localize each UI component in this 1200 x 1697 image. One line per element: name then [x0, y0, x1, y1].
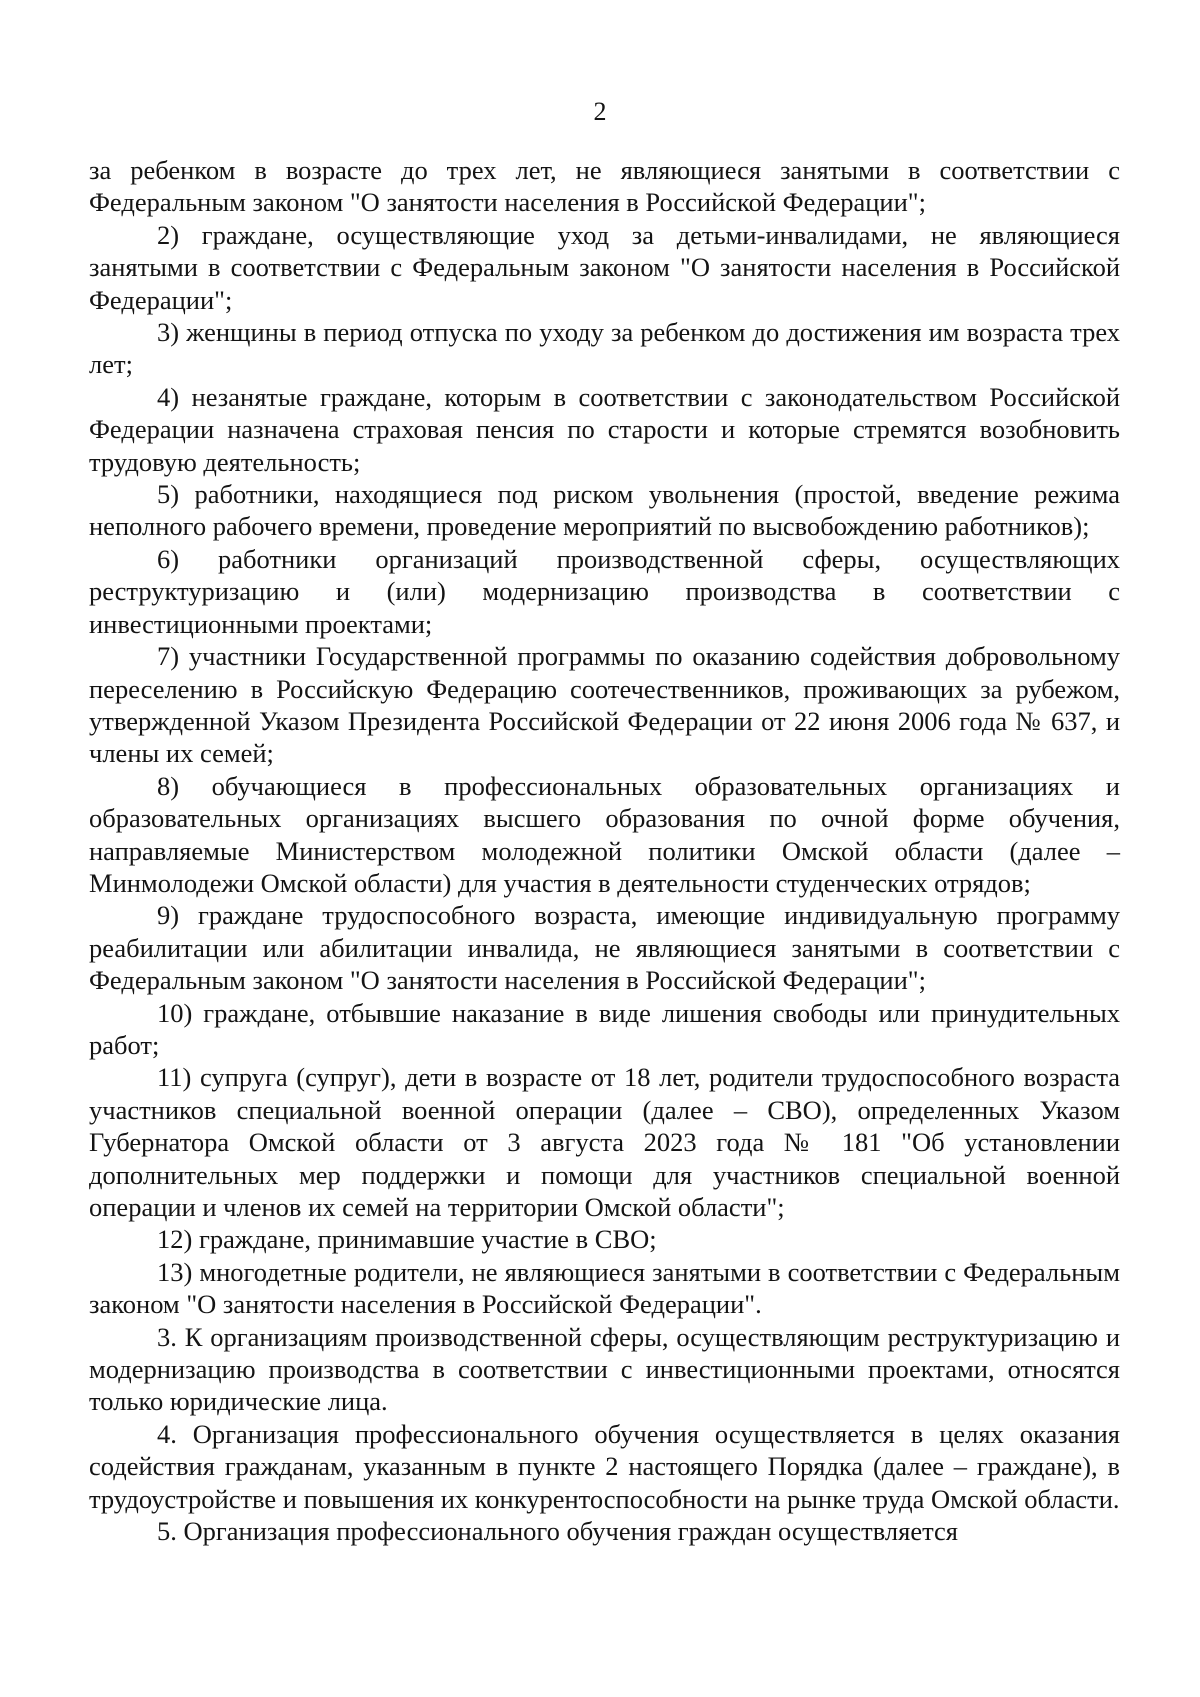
- list-item-5: 5) работники, находящиеся под риском увольнения (простой, введение режима неполного рабочего времени, проведение мероприятий по высвобождению работников);: [89, 479, 1120, 542]
- list-item-4: 4) незанятые граждане, которым в соответствии с законодательством Российской Федерации назначена страховая пенсия по старости и которые стремятся возобновить трудовую деятельность;: [89, 381, 1120, 477]
- list-item-3: 3) женщины в период отпуска по уходу за ребенком до достижения им возраста трех лет;: [89, 317, 1120, 380]
- section-4: 4. Организация профессионального обучения осуществляется в целях оказания содействия гражданам, указанным в пункте 2 настоящего Порядка (далее – граждане), в трудоустройстве и повышения их конкурентоспособности на рынке труда Омской области.: [89, 1418, 1120, 1514]
- list-item-11: 11) супруга (супруг), дети в возрасте от 18 лет, родители трудоспособного возраста участников специальной военной операции (далее – СВО), определенных Указом Губернатора Омской области от 3 августа 2023 года № 181 "Об установлении дополнительных мер поддержки и помощи для участников специальной военной операции и членов их семей на территории Омской области";: [89, 1062, 1120, 1222]
- list-item-6: 6) работники организаций производственной сферы, осуществляющих реструктуризацию и (или) модернизацию производства в соответствии с инвестиционными проектами;: [89, 543, 1120, 639]
- list-item-10: 10) граждане, отбывшие наказание в виде лишения свободы или принудительных работ;: [89, 997, 1120, 1060]
- list-item-7: 7) участники Государственной программы по оказанию содействия добровольному переселению в Российскую Федерацию соотечественников, проживающих за рубежом, утвержденной Указом Президента Российской Федерации от 22 июня 2006 года № 637, и члены их семей;: [89, 641, 1120, 769]
- section-5: 5. Организация профессионального обучения граждан осуществляется: [157, 1516, 958, 1547]
- paragraph-continuation: за ребенком в возрасте до трех лет, не являющиеся занятыми в соответствии с Федеральным законом "О занятости населения в Российской Федерации";: [89, 155, 1120, 218]
- page-number: 2: [593, 97, 607, 126]
- section-3: 3. К организациям производственной сферы, осуществляющим реструктуризацию и модернизацию производства в соответствии с инвестиционными проектами, относятся только юридические лица.: [89, 1321, 1120, 1417]
- list-item-12: 12) граждане, принимавшие участие в СВО;: [157, 1224, 657, 1255]
- list-item-2: 2) граждане, осуществляющие уход за детьми-инвалидами, не являющиеся занятыми в соответствии с Федеральным законом "О занятости населения в Российской Федерации";: [89, 219, 1120, 315]
- list-item-13: 13) многодетные родители, не являющиеся занятыми в соответствии с Федеральным законом "О занятости населения в Российской Федерации".: [89, 1256, 1120, 1320]
- document-body: [89, 154, 1120, 1547]
- list-item-9: 9) граждане трудоспособного возраста, имеющие индивидуальную программу реабилитации или абилитации инвалида, не являющиеся занятыми в соответствии с Федеральным законом "О занятости населения в Российской Федерации";: [89, 900, 1120, 996]
- list-item-8: 8) обучающиеся в профессиональных образовательных организациях и образовательных организациях высшего образования по очной форме обучения, направляемые Министерством молодежной политики Омской области (далее – Минмолодежи Омской области) для участия в деятельности студенческих отрядов;: [89, 770, 1120, 898]
